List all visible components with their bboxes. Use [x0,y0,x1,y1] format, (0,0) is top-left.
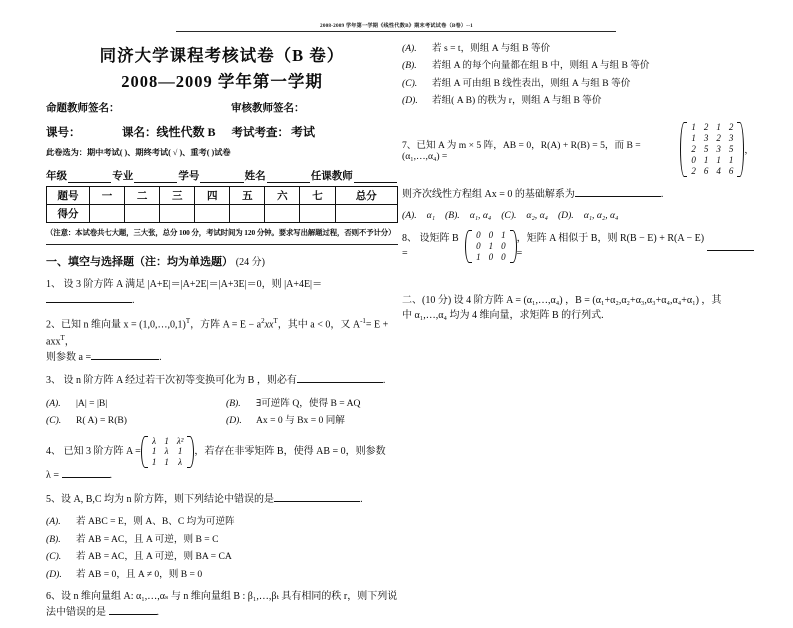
option-row [46,515,398,528]
field-label-teacher: 任课教师 [310,171,353,182]
question-2-text-g: 则参数 a = [46,351,92,363]
question-5-blank[interactable] [274,492,360,502]
option-row [46,414,398,427]
exam-type-label: 考试考查： [231,127,290,139]
score-col-total: 总分 [335,187,397,205]
table-row [687,144,737,155]
question-3-option-c-text[interactable]: R( A) = R(B) [76,415,127,427]
question-6-option-b-text[interactable]: 若组 A 的每个向量都在组 B 中，则组 A 与组 B 等价 [432,60,650,72]
score-col-5: 五 [230,187,265,205]
table-row [687,155,737,166]
question-2-text-d: ，其中 a < 0，又 A [277,319,361,331]
table-row [472,252,510,263]
question-7-blank[interactable] [575,187,661,197]
table-row [687,122,737,133]
score-table-row-label-score: 得分 [47,205,90,223]
score-cell-2[interactable] [125,205,160,223]
table-row [47,187,398,205]
cell: 0 [501,251,506,262]
exam-type-value: 考试 [291,125,316,139]
score-col-1: 一 [90,187,125,205]
question-2-text-e: = E + axx [46,319,389,348]
table-row [687,133,737,144]
score-col-7: 七 [300,187,335,205]
question-6-option-d-label: (D). [402,95,418,107]
section-2 [402,293,754,324]
cell: 0 [501,241,506,251]
question-6-option-d-text[interactable]: 若组( A B) 的秩为 r，则组 A 与组 B 等价 [432,95,602,107]
question-5-option-d-label: (D). [46,568,62,580]
question-8-matrix [465,230,517,263]
signature-row [46,100,398,115]
matrix-bracket-right [187,436,194,469]
table-row [148,446,188,457]
cell: 1 [164,435,169,446]
question-7 [402,122,754,177]
question-6: 6、设 n 维向量组 A: α₁,…,αₛ 与 n 维向量组 B : β₁,…,βₜ 具有相同的秩 r，则下列说法中错误的是 . [46,591,398,618]
exam-notice: （注意：本试卷共七大题，三大张，总分 100 分，考试时间为 120 分钟。要求写出解题过程，否则不予计分） [46,228,396,237]
cell: 1 [151,446,157,457]
matrix-bracket-left [465,230,472,263]
question-7-prompt: 则齐次线性方程组 Ax = 0 的基础解系为 . [402,188,664,200]
question-4-text-post: ，若存在非零矩阵 B，使得 AB = 0，则参数 [194,446,386,458]
section-2-line1: 设 4 阶方阵 A = (α₁,…,α₄) ，B = (α₁+α₂,α₂+α₃,α₃+α₄,α₄+α₁) ，其 [453,294,722,306]
score-cell-1[interactable] [90,205,125,223]
question-2-blank[interactable] [91,350,159,360]
exam-select-line: 此卷选为：期中考试( )、期终考试( √ )、重考( )试卷 [46,148,231,157]
section-2-line2: 中 α₁,…,α₄ 均为 4 维向量，求矩阵 B 的行列式. [402,310,604,322]
option-row [46,397,398,410]
question-3-option-a-text[interactable]: |A| = |B| [76,397,108,409]
question-7-question-text: 则齐次线性方程组 Ax = 0 的基础解系为 [402,188,575,200]
cell: 6 [728,165,734,176]
question-3-option-b-text[interactable]: ∃可逆阵 Q，使得 B = AQ [256,397,361,409]
field-blank-studentid[interactable] [200,171,243,183]
cell: λ² [176,435,184,446]
cell: 2 [728,121,734,132]
score-cell-4[interactable] [195,205,230,223]
field-blank-grade[interactable] [68,171,111,183]
question-8 [402,230,754,263]
cell: 1 [501,230,506,241]
question-5: 5、设 A, B,C 均为 n 阶方阵，则下列结论中错误的是 . [46,493,363,505]
score-col-2: 二 [125,187,160,205]
question-6-option-c-label: (C). [402,77,418,89]
cell: λ [164,446,169,457]
question-7-options [402,210,754,221]
matrix-body [148,436,188,469]
author-signature-label: 命题教师签名： [46,103,120,114]
cell: 1 [151,457,157,468]
option-row [402,59,754,72]
question-3-option-a-label: (A). [46,397,61,409]
cell: 1 [691,121,696,132]
question-6-options [402,42,754,108]
question-3-option-d-label: (D). [226,415,242,427]
question-7-option-d-text[interactable]: α₁, α₂, α₄ [583,210,619,222]
running-head: 2008-2009 学年第一学期《线性代数B》期末考试试卷（B卷）--1 [320,23,473,29]
question-3-option-b-label: (B). [226,397,241,409]
cell: 3 [728,132,734,143]
table-row [472,230,510,241]
question-2-text-b: ，方阵 A = E − a [190,319,262,331]
section-1-heading [46,253,398,269]
field-blank-major[interactable] [134,171,177,183]
question-7-text-pre: 7、已知 A 为 m × 5 阵，AB = 0，R(A) + R(B) = 5，而 B = (α₁,…,α₄) = [402,139,641,162]
cell: 0 [476,230,481,241]
cell: 1 [716,121,721,132]
score-col-3: 三 [160,187,195,205]
question-2-text-f: ， [64,336,75,348]
question-5-option-b-text[interactable]: 若 AB = AC，且 A 可逆，则 B = C [76,533,219,545]
cell: 1 [703,154,709,165]
question-1-text: 1、 设 3 阶方阵 A 满足 |A+E|＝|A+2E|＝|A+3E|＝0，则 |A+4E|＝ [46,279,323,290]
question-4 [46,436,398,469]
cell: λ [178,457,183,468]
question-5-option-a-label: (A). [46,516,61,528]
section-2-heading: 二、(10 分) [402,294,452,306]
question-5-option-b-label: (B). [46,533,61,545]
question-8-text-pre: 8、 设矩阵 B = [402,233,459,260]
student-fields-row [46,168,398,183]
cell: 1 [177,446,183,457]
page-title-line1: 同济大学课程考核试卷（B 卷） [99,46,345,65]
question-3-option-c-label: (C). [46,415,62,427]
question-1-blank[interactable] [46,293,132,303]
cell: 0 [488,251,494,262]
question-4-blank[interactable] [62,468,110,478]
question-2-text-c: xx [264,319,274,331]
question-7-option-c-label: (C). [501,210,517,222]
question-5-options [46,515,398,581]
score-col-4: 四 [195,187,230,205]
option-row [402,77,754,90]
matrix-bracket-left [680,122,687,177]
section-1-points: (24 分) [235,257,265,268]
score-cell-7[interactable] [300,205,335,223]
cell: 5 [728,143,734,154]
table-row [148,436,188,447]
question-6-option-a-text[interactable]: 若 s = t，则组 A 与组 B 等价 [432,43,551,54]
matrix-bracket-right [737,122,744,177]
question-3-blank[interactable] [297,373,383,383]
course-name-label: 课名： [122,127,157,139]
table-row [687,166,737,177]
cell: 2 [703,121,709,132]
cell: 6 [703,165,709,176]
question-4-matrix [141,436,195,469]
cell: 3 [703,132,709,143]
question-6-option-a-label: (A). [402,43,417,54]
course-row [46,123,398,140]
page-title-line2: 2008—2009 学年第一学期 [121,72,323,91]
cell: 0 [488,230,494,241]
cell: 1 [488,241,494,251]
question-7-option-d-label: (D). [557,210,574,222]
option-row [46,550,398,563]
question-4-tail: λ = . [46,470,112,482]
left-column [46,38,398,628]
header-rule [176,31,616,32]
question-2: 2、已知 n 维向量 x = (1,0,…,0,1)$^T$，方阵 $A = E - a^2xx^T$，其中 a < 0，又 $A^{-1}= E + axx^T$， 则参数 a = . [46,317,389,363]
question-7-option-a-text[interactable]: α₁ [426,210,436,222]
option-row [402,94,754,107]
cell: 5 [703,143,709,154]
cell: 4 [716,165,721,176]
field-label-name: 姓名 [244,171,266,182]
question-5-option-d-text[interactable]: 若 AB = 0，且 A ≠ 0，则 B = 0 [76,568,203,580]
score-cell-total[interactable] [335,205,397,223]
question-7-option-c-text[interactable]: α₂, α₄ [526,210,548,222]
field-blank-teacher[interactable] [354,171,397,183]
cell: 3 [716,143,721,154]
cell: 1 [476,251,481,262]
cell: 2 [716,132,721,143]
course-name-value: 线性代数 B [156,125,216,139]
question-2-text-a: 2、已知 n 维向量 x = (1,0,…,0,1) [46,319,186,331]
question-6-option-c-text[interactable]: 若组 A 可由组 B 线性表出，则组 A 与组 B 等价 [432,77,631,89]
question-7-option-b-label: (B). [445,210,460,222]
option-row [46,533,398,546]
score-col-6: 六 [265,187,300,205]
cell: 0 [476,241,481,251]
cell: 2 [691,143,696,154]
table-row [472,241,510,252]
cell: 2 [691,165,696,176]
field-label-major: 专业 [112,171,134,182]
question-3-option-d-text[interactable]: Ax = 0 与 Bx = 0 同解 [256,415,345,427]
score-cell-5[interactable] [230,205,265,223]
cell: 1 [716,154,721,165]
matrix-body [687,122,737,177]
question-5-option-c-label: (C). [46,551,62,563]
question-3: 3、 设 n 阶方阵 A 经过若干次初等变换可化为 B ，则必有 . [46,375,386,387]
question-4-text-pre: 4、 已知 3 阶方阵 A = [46,446,141,458]
matrix-bracket-left [141,436,148,469]
question-7-text-tail: ， [744,145,754,157]
question-5-text: 5、设 A, B,C 均为 n 阶方阵，则下列结论中错误的是 [46,493,275,505]
score-cell-3[interactable] [160,205,195,223]
cell: 0 [691,154,696,165]
score-cell-6[interactable] [265,205,300,223]
section-1-title: 一、填空与选择题（注：均为单选题） [46,256,233,268]
question-5-option-a-text[interactable]: 若 ABC = E，则 A、B、C 均为可逆阵 [76,516,235,528]
divider [46,244,398,245]
question-6-option-b-label: (B). [402,60,417,72]
question-3-text: 3、 设 n 阶方阵 A 经过若干次初等变换可化为 B ，则必有 [46,375,297,387]
cell: 1 [164,457,169,468]
score-table-row-label-question: 题号 [47,187,90,205]
score-table [46,186,398,223]
option-row [402,42,754,55]
right-column [402,38,754,332]
table-row [148,457,188,468]
field-blank-name[interactable] [267,171,310,183]
matrix-body [472,230,510,263]
field-label-grade: 年级 [46,171,67,182]
question-7-option-a-label: (A). [402,210,417,222]
question-6-text: 6、设 n 维向量组 A: α₁,…,αₛ 与 n 维向量组 B : β₁,…,βₜ 具有相同的秩 r，则下列说法中错误的是 [46,591,398,618]
table-row [47,205,398,223]
question-4-lambda-label: λ = [46,470,59,482]
question-8-blank[interactable] [707,241,754,251]
question-5-option-c-text[interactable]: 若 AB = AC，且 A 可逆，则 BA = CA [76,551,232,563]
course-number-label: 课号： [46,127,81,139]
cell: λ [152,435,157,446]
matrix-bracket-right [510,230,517,263]
reviewer-signature-label: 审核教师签名： [231,103,305,114]
field-label-studentid: 学号 [178,171,200,182]
question-1: 1、 设 3 阶方阵 A 满足 |A+E|＝|A+2E|＝|A+3E|＝0，则 |A+4E|＝ . [46,279,323,306]
question-3-options [46,397,398,428]
question-6-blank[interactable] [109,605,157,615]
question-8-text-post: ，矩阵 A 相似于 B，则 R(B − E) + R(A − E) = [516,233,705,260]
cell: 1 [728,154,734,165]
question-7-option-b-text[interactable]: α₁, α₄ [469,210,492,222]
question-7-matrix [680,122,744,177]
option-row [46,568,398,581]
cell: 1 [691,132,696,143]
